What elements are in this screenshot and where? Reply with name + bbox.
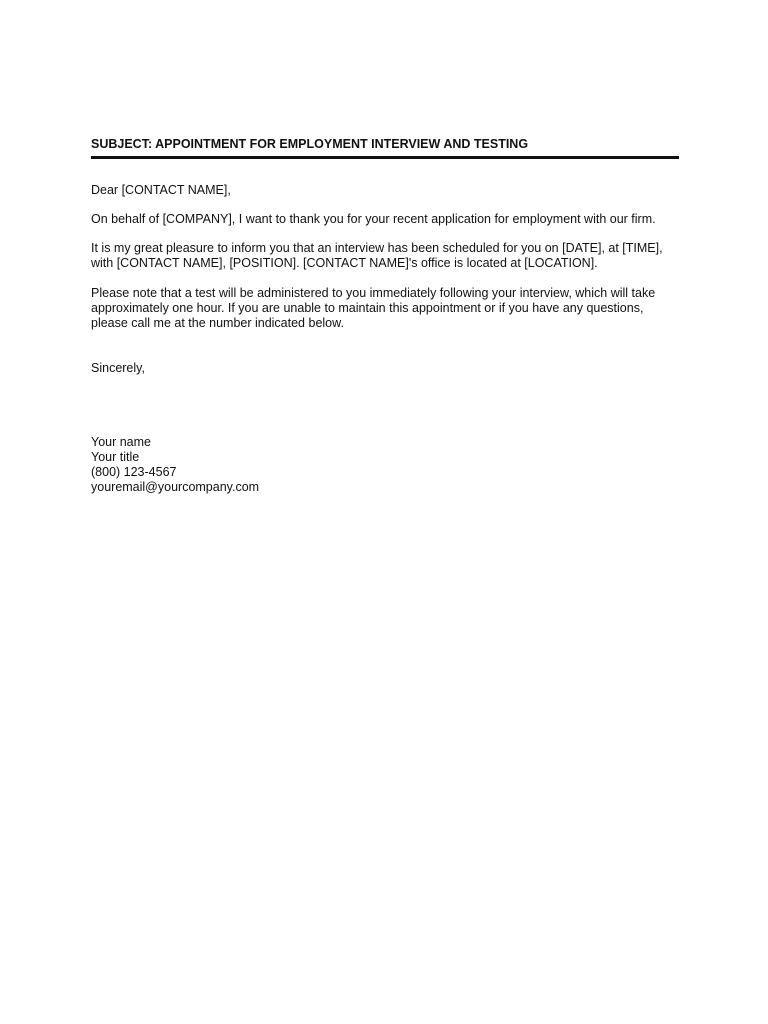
paragraph-line: Please note that a test will be administered to you immediately following your interview, which will take xyxy=(91,286,656,300)
paragraph-line: It is my great pleasure to inform you that an interview has been scheduled for you on [DATE], at [TIME], xyxy=(91,241,663,255)
closing: Sincerely, xyxy=(91,361,145,375)
paragraph-interview-details xyxy=(91,241,663,271)
paragraph-line: please call me at the number indicated below. xyxy=(91,316,344,330)
paragraph-test-note xyxy=(91,286,655,331)
signature-block xyxy=(91,435,259,495)
signature-phone: (800) 123-4567 xyxy=(91,465,177,479)
salutation: Dear [CONTACT NAME], xyxy=(91,183,231,197)
heading-divider xyxy=(91,156,679,159)
signature-email: youremail@yourcompany.com xyxy=(91,480,260,494)
signature-title: Your title xyxy=(91,450,140,464)
paragraph-thank-you: On behalf of [COMPANY], I want to thank you for your recent application for employment with our firm. xyxy=(91,212,656,226)
paragraph-line: approximately one hour. If you are unable to maintain this appointment or if you have any questions, xyxy=(91,301,644,315)
subject-heading: SUBJECT: APPOINTMENT FOR EMPLOYMENT INTERVIEW AND TESTING xyxy=(91,137,529,151)
paragraph-line: with [CONTACT NAME], [POSITION]. [CONTACT NAME]'s office is located at [LOCATION]. xyxy=(91,256,598,270)
signature-name: Your name xyxy=(91,435,151,449)
